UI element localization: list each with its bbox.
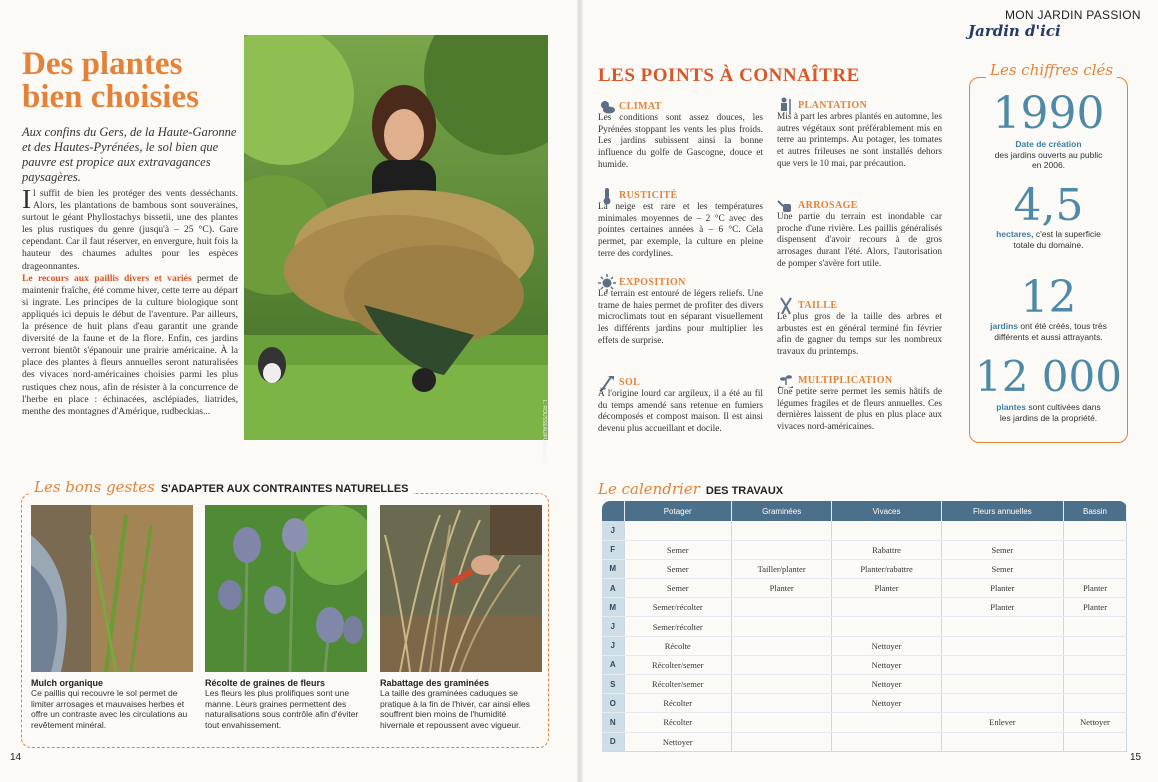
point-text: Le terrain est entouré de légers reliefs. Une trame de haies permet de profiter des divers microclimats tout en séparant visuellement les différents jardins pour multiplier les effets de surprise. [598,289,763,346]
table-cell: Planter [941,598,1063,617]
table-cell: Récolter [624,694,731,713]
point-label: ARROSAGE [798,199,858,211]
bons-gestes-heading: S'ADAPTER AUX CONTRAINTES NATURELLES [160,483,409,495]
rubric-title: MON JARDIN PASSION [1005,8,1141,22]
gestes-card-graminees [380,505,542,730]
point-label: RUSTICITÉ [619,189,678,201]
month-cell: A [602,579,624,598]
table-cell [1063,636,1126,655]
chiffre-caption [969,229,1128,250]
calendrier-label: Le calendrier [598,480,700,498]
body-paragraph [22,184,238,273]
table-cell [941,521,1063,540]
table-cell: Nettoyer [832,655,941,674]
table-row [602,521,1127,540]
table-cell: Rabattre [832,540,941,559]
table-cell [941,655,1063,674]
table-cell [1063,617,1126,636]
calendrier-table [602,501,1127,752]
chiffre-caption [969,139,1128,171]
point-text: Une petite serre permet les semis hâtifs de légumes fragiles et de fleurs annuelles. Ces dernières laissent de plus en plus place aux vivaces nord-américaines. [777,387,942,433]
point-climat [598,100,763,172]
bons-gestes-header [30,478,413,500]
month-cell: A [602,655,624,674]
gestes-card-text: Ce paillis qui recouvre le sol permet de limiter arrosages et mauvaises herbes et offre un contraste avec les circulations au revêtement minéral. [31,688,188,730]
table-cell: Semer/récolter [624,617,731,636]
chiffre-caption [969,321,1128,342]
month-cell: F [602,540,624,559]
table-cell: Semer/récolter [624,598,731,617]
table-cell [731,655,831,674]
point-label: PLANTATION [798,99,868,111]
table-cell [1063,559,1126,578]
month-cell: J [602,617,624,636]
point-multiplication [777,374,942,434]
table-cell: Semer [941,559,1063,578]
table-cell [1063,521,1126,540]
column-header: Fleurs annuelles [941,501,1063,521]
table-cell: Planter/rabattre [832,559,941,578]
table-cell: Nettoyer [1063,713,1126,732]
table-cell: Planter [731,579,831,598]
month-cell: J [602,521,624,540]
gestes-card-mulch [31,505,193,730]
month-cell: D [602,732,624,751]
month-cell: O [602,694,624,713]
point-text: À l'origine lourd car argileux, il a été au fil du temps amendé sans retenue en fumiers décomposés et compost maison. Il est ainsi devenu plus accueillant et docile. [598,389,763,435]
body-text-2: permet de maintenir fraîche, été comme hiver, cette terre au départ si ingrate. Les principes de la culture biologique sont appliqués ici depuis le début de l'aventure. Par ailleurs, la présence de huit plans d'eau garantit une grande diversité de la faune et de la flore. Enfin, ces jardins verront bientôt s'épanouir une prairie américaine. À la place des plantes à fleurs annuelles seront naturalisées des vivaces nord-américaines choisies parmi les plus rustiques chez nous, afin de résister à la concurrence de l'herbe en place : échinacées, asclépiades, liatrides, menthe des montagnes d'Amérique, rudbeckias... [22,272,238,417]
point-plantation [777,99,942,171]
point-text: La neige est rare et les températures minimales moyennes de – 2 °C avec des pointes certaines années à – 6 °C. Cela permet, par exemple, la culture en pleine terre des cordylines. [598,202,763,259]
article-body [22,184,238,418]
table-cell [624,521,731,540]
column-header: Bassin [1063,501,1126,521]
point-text: Le plus gros de la taille des arbres et arbustes est en général terminé fin février afin de gagner du temps sur les nombreux travaux du printemps. [777,312,942,358]
table-row [602,579,1127,598]
main-photo-woman-with-hay [244,35,548,440]
point-label: SOL [619,376,641,388]
month-cell: M [602,598,624,617]
table-row [602,675,1127,694]
page-gutter [577,0,583,782]
table-cell: Enlever [941,713,1063,732]
grass-pruning-photo [380,505,542,672]
table-cell [1063,732,1126,751]
table-cell [832,598,941,617]
table-row [602,559,1127,578]
gestes-card-text: Les fleurs les plus prolifiques sont une manne. Leurs graines permettent des naturalisations sous contrôle afin d'éviter tout envahissement. [205,688,359,730]
body-paragraph [22,273,238,418]
table-cell [941,636,1063,655]
point-label: EXPOSITION [619,276,686,288]
table-cell: Semer [624,540,731,559]
table-cell: Tailler/planter [731,559,831,578]
point-rusticite [598,189,763,261]
table-cell: Semer [624,579,731,598]
table-cell [1063,694,1126,713]
table-row [602,636,1127,655]
page-number-right: 15 [1130,752,1142,763]
month-cell: S [602,675,624,694]
table-cell [731,540,831,559]
table-row [602,617,1127,636]
table-cell [832,521,941,540]
table-row [602,598,1127,617]
month-cell: M [602,559,624,578]
table-cell: Nettoyer [624,732,731,751]
table-row [602,540,1127,559]
chiffre-value: 4,5 [1013,180,1084,231]
rubric-subtitle: Jardin d'ici [968,22,1061,40]
table-cell [941,694,1063,713]
chiffre-value: 12 [1020,272,1077,323]
point-label: MULTIPLICATION [798,374,893,386]
drop-cap: I [22,184,31,214]
chiffre-caption [969,402,1128,423]
table-cell [832,617,941,636]
chiffre-value: 1990 [992,88,1105,139]
article-title: Des plantes bien choisies [22,46,199,115]
table-cell [941,617,1063,636]
month-cell: J [602,636,624,655]
point-arrosage [777,199,942,271]
table-cell [731,694,831,713]
table-cell: Semer [624,559,731,578]
table-cell [832,732,941,751]
gestes-card-title: Rabattage des graminées [380,678,490,688]
table-cell: Planter [1063,598,1126,617]
calendrier-heading: DES TRAVAUX [705,485,784,497]
point-text: Une partie du terrain est inondable car proche d'une rivière. Les paillis généralisés dispensent d'avoir recours à de gros arrosages durant l'été. Alors, l'autorisation de pomper s'avère fort utile. [777,212,942,269]
chiffres-cles-label: Les chiffres clés [986,61,1117,79]
table-row [602,713,1127,732]
table-cell [731,636,831,655]
table-cell [941,732,1063,751]
calendrier-body [602,521,1127,751]
gestes-card-text: La taille des graminées caduques se pratique à la fin de l'hiver, car ainsi elles souffrent bien moins de l'humidité hivernale et repoussent avec vigueur. [380,688,530,730]
table-cell [1063,540,1126,559]
column-header [602,501,624,521]
table-cell [731,732,831,751]
point-text: Les conditions sont assez douces, les Pyrénées stoppant les vents les plus froids. Les jardins subissent ainsi la bonne influence du golfe de Gascogne, douce et humide. [598,113,763,170]
table-cell [1063,655,1126,674]
point-sol [598,376,763,436]
table-cell: Planter [941,579,1063,598]
article-intro: Aux confins du Gers, de la Haute-Garonne et des Hautes-Pyrénées, le sol bien que pauvre est propice aux extravagances paysagères. [22,125,237,184]
gestes-card-graines [205,505,367,730]
table-cell: Récolter/semer [624,655,731,674]
bons-gestes-label: Les bons gestes [34,478,155,496]
table-cell [832,713,941,732]
table-cell [731,598,831,617]
gestes-card-title: Récolte de graines de fleurs [205,678,326,688]
poppy-seed-photo [205,505,367,672]
table-cell: Semer [941,540,1063,559]
table-cell [731,675,831,694]
chiffre-key: plantes [996,402,1027,412]
chiffre-rest: sont cultivées dans les jardins de la propriété. [999,402,1101,423]
gestes-card-title: Mulch organique [31,678,103,688]
points-title: LES POINTS À CONNAÎTRE [598,65,860,86]
table-cell [731,521,831,540]
body-text-1: l suffit de bien les protéger des vents desséchants. Alors, les plantations de bambous sont souveraines, surtout le géant Phyllostachys bissetii, une des plantes les plus rustiques du genre (jusqu'à – 25 °C). Gare cependant. Car il faut réserver, en envergure, huit fois la hauteur des chaumes adultes pour les espèces drageonnantes. [22,188,238,272]
chiffre-key: Date de création [1015,139,1082,149]
chiffre-rest: c'est la superficie totale du domaine. [1013,229,1101,250]
chiffre-value: 12 000 [975,352,1122,401]
column-header: Potager [624,501,731,521]
table-cell: Nettoyer [832,675,941,694]
chiffre-rest: ont été créés, tous très différents et aussi attrayants. [994,321,1107,342]
table-cell [941,675,1063,694]
mulch-photo [31,505,193,672]
table-cell: Nettoyer [832,694,941,713]
table-cell [731,713,831,732]
point-exposition [598,276,763,348]
table-row [602,655,1127,674]
point-label: TAILLE [798,299,838,311]
table-cell: Nettoyer [832,636,941,655]
table-row [602,694,1127,713]
photo-credit: L. ROUSSEAU/FUNPHOTO [541,400,547,463]
point-label: CLIMAT [619,100,662,112]
table-cell [1063,675,1126,694]
calendrier-header-row [602,501,1127,521]
table-cell: Récolter [624,713,731,732]
column-header: Vivaces [832,501,941,521]
point-taille [777,299,942,359]
month-cell: N [602,713,624,732]
table-row [602,732,1127,751]
page-number-left: 14 [10,752,22,763]
body-highlight: Le recours aux paillis divers et variés [22,272,192,284]
table-cell [731,617,831,636]
table-cell: Récolte [624,636,731,655]
calendrier-header [598,480,783,498]
chiffre-rest: des jardins ouverts au public en 2006. [994,149,1103,170]
chiffre-key: jardins [990,321,1019,331]
table-cell: Planter [832,579,941,598]
chiffre-key: hectares, [996,229,1034,239]
table-cell: Planter [1063,579,1126,598]
point-text: Mis à part les arbres plantés en automne, les autres végétaux sont préférablement mis en terre au printemps. Au potager, les tomates et autres frileuses ne sont installés dehors que vers le 10 mai, par précaution. [777,112,942,169]
table-cell: Récolter/semer [624,675,731,694]
column-header: Graminées [731,501,831,521]
